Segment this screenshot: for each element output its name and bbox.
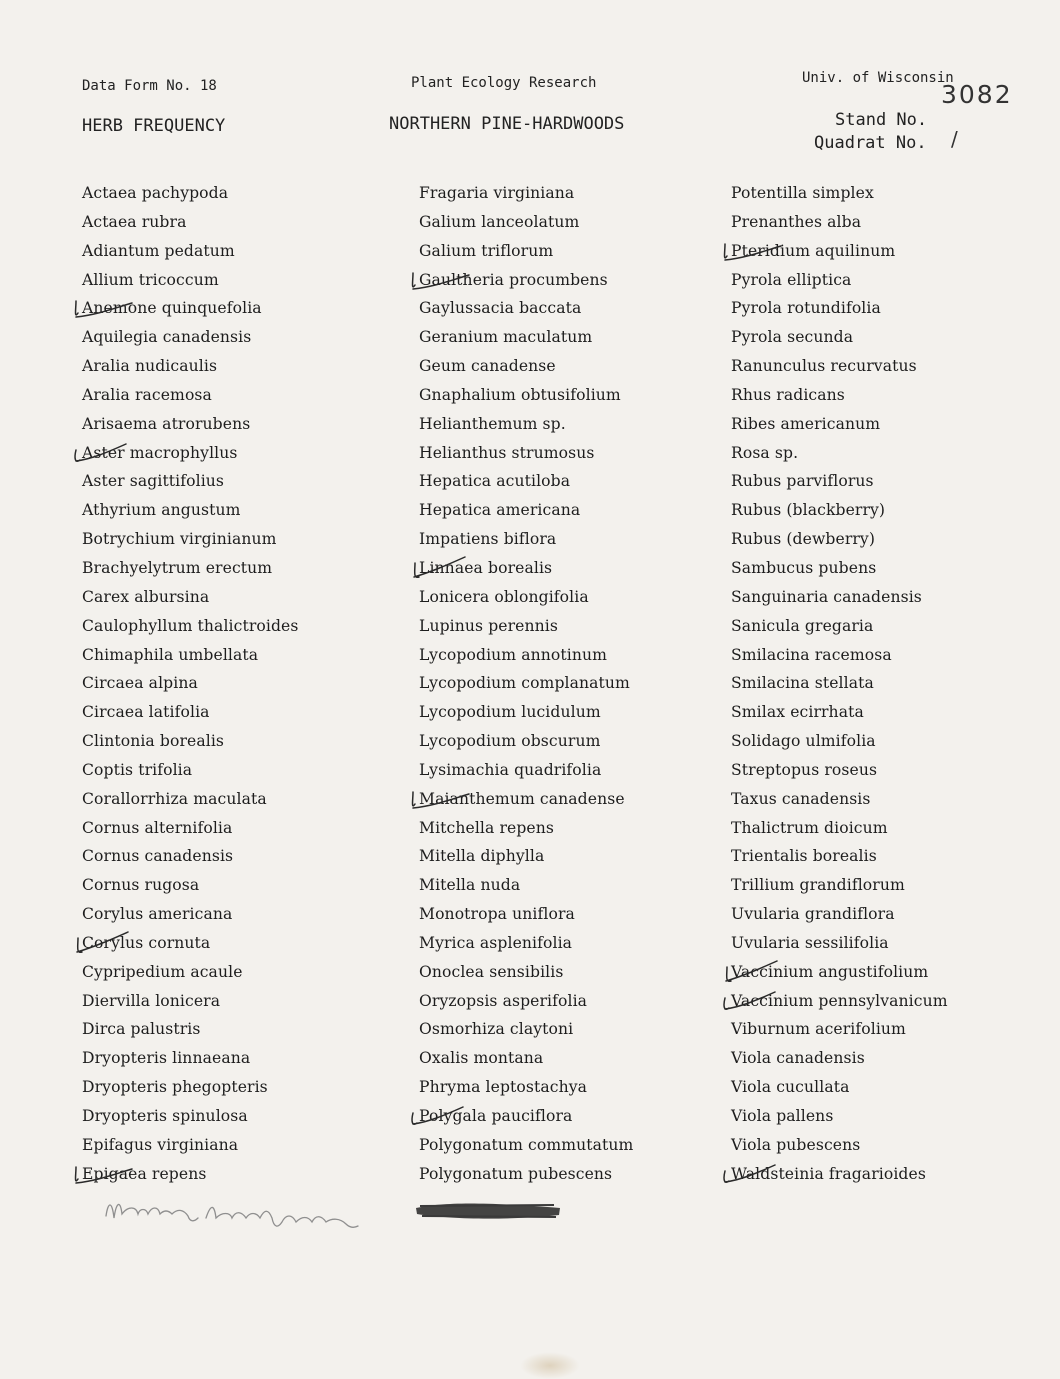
species-name: Lupinus perennis [419,616,558,635]
stand-number-handwritten: 3082 [941,80,1013,109]
species-entry [419,294,633,323]
species-entry [82,554,298,583]
species-entry [82,410,298,439]
species-name: Aster sagittifolius [82,472,225,491]
species-name: Thalictrum dioicum [731,818,888,837]
species-name: Cornus canadensis [82,847,234,866]
species-name: Rubus parviflorus [731,472,874,491]
species-entry [731,669,948,698]
species-name: Geum canadense [419,357,556,376]
species-entry [419,987,633,1016]
species-entry [419,554,633,583]
species-name: Lonicera oblongifolia [419,587,589,606]
form-number: Data Form No. 18 [82,78,217,94]
species-entry [731,294,948,323]
species-entry [419,208,633,237]
species-name: Polygala pauciflora [419,1107,573,1125]
species-name: Geranium maculatum [419,328,593,347]
species-name: Smilax ecirrhata [731,703,864,722]
quadrat-label: Quadrat No. [814,133,927,153]
species-entry [731,237,948,266]
species-entry [82,237,298,266]
species-name: Corylus cornuta [82,933,211,952]
species-entry [731,871,948,900]
species-name: Pteridium aquilinum [731,241,896,260]
species-name: Pyrola elliptica [731,270,852,289]
species-entry [419,496,633,525]
species-name: Uvularia grandiflora [731,905,895,924]
species-name: Clintonia borealis [82,732,225,751]
species-name: Gaultheria procumbens [419,270,608,289]
species-name: Mitella nuda [419,876,521,895]
species-name: Oxalis montana [419,1049,544,1068]
species-name: Arisaema atrorubens [82,414,251,433]
species-name: Impatiens biflora [419,530,557,549]
species-entry [731,1102,948,1131]
species-entry [82,352,298,381]
species-entry [731,1160,948,1189]
species-entry [82,1015,298,1044]
species-name: Helianthus strumosus [419,443,595,462]
species-entry [82,900,298,929]
species-entry [419,1044,633,1073]
species-entry [419,727,633,756]
species-entry [82,727,298,756]
species-name: Rubus (blackberry) [731,501,886,520]
species-entry [731,554,948,583]
species-entry [731,1044,948,1073]
species-name: Linnaea borealis [419,558,553,577]
species-name: Viola pallens [731,1107,834,1125]
species-name: Lycopodium annotinum [419,645,608,664]
species-entry [731,727,948,756]
species-name: Epifagus virginiana [82,1135,239,1154]
species-entry [82,1160,298,1189]
species-name: Rhus radicans [731,385,845,404]
species-name: Sanguinaria canadensis [731,587,922,606]
species-entry [731,612,948,641]
species-name: Sanicula gregaria [731,616,874,635]
species-entry [82,612,298,641]
species-entry [419,641,633,670]
species-name: Viola canadensis [731,1049,865,1068]
species-name: Vaccinium pennsylvanicum [731,991,948,1010]
species-name: Cypripedium acaule [82,962,243,981]
species-column-2 [419,179,633,1189]
species-entry [82,871,298,900]
species-name: Dryopteris linnaeana [82,1049,251,1068]
species-name: Cornus rugosa [82,876,200,895]
species-entry [731,814,948,843]
species-name: Dryopteris phegopteris [82,1078,268,1097]
species-name: Streptopus roseus [731,760,878,779]
species-entry [419,612,633,641]
species-name: Aralia nudicaulis [82,357,218,376]
species-entry [82,381,298,410]
species-name: Coptis trifolia [82,760,193,779]
species-name: Gaylussacia baccata [419,299,582,318]
species-entry [419,352,633,381]
species-name: Trillium grandiflorum [731,876,905,895]
species-entry [419,1015,633,1044]
species-entry [731,900,948,929]
species-name: Caulophyllum thalictroides [82,616,299,635]
species-name: Circaea alpina [82,674,198,693]
species-name: Phryma leptostachya [419,1078,588,1097]
species-entry [82,525,298,554]
species-name: Dirca palustris [82,1020,201,1039]
species-name: Hepatica americana [419,501,581,520]
species-name: Diervilla lonicera [82,991,221,1010]
species-name: Aralia racemosa [82,385,212,404]
species-entry [82,208,298,237]
species-name: Botrychium virginianum [82,530,277,549]
species-name: Smilacina racemosa [731,645,892,664]
species-entry [419,266,633,295]
species-entry [82,439,298,468]
community-heading: NORTHERN PINE-HARDWOODS [389,114,625,134]
species-name: Cornus alternifolia [82,818,233,837]
species-name: Anemone quinquefolia [82,299,262,318]
species-name: Hepatica acutiloba [419,472,571,491]
species-entry [82,987,298,1016]
species-entry [82,756,298,785]
species-name: Ranunculus recurvatus [731,357,917,376]
species-column-3 [731,179,948,1189]
species-name: Dryopteris spinulosa [82,1107,248,1125]
species-entry [731,439,948,468]
species-name: Mitella diphylla [419,847,545,866]
species-entry [419,1160,633,1189]
species-name: Fragaria virginiana [419,184,575,202]
species-entry [419,929,633,958]
species-name: Carex albursina [82,587,210,606]
species-entry [419,237,633,266]
species-entry [731,352,948,381]
species-entry [419,1102,633,1131]
species-entry [419,756,633,785]
quadrat-number-handwritten: / [951,127,958,151]
species-name: Solidago ulmifolia [731,732,876,751]
species-entry [731,323,948,352]
species-entry [82,294,298,323]
species-name: Viburnum acerifolium [731,1020,906,1039]
species-name: Aquilegia canadensis [82,328,252,347]
species-name: Rosa sp. [731,443,799,462]
species-name: Chimaphila umbellata [82,645,259,664]
species-entry [82,1102,298,1131]
species-entry [82,842,298,871]
species-entry [419,467,633,496]
species-entry [82,583,298,612]
species-entry [419,698,633,727]
species-name: Pyrola secunda [731,328,854,347]
species-name: Corallorrhiza maculata [82,789,267,808]
species-name: Lycopodium complanatum [419,674,630,693]
species-entry [419,900,633,929]
species-entry [731,987,948,1016]
species-name: Waldsteinia fragarioides [731,1164,926,1183]
species-name: Potentilla simplex [731,184,874,202]
species-entry [419,410,633,439]
species-name: Polygonatum commutatum [419,1135,634,1154]
species-entry [82,323,298,352]
species-name: Prenanthes alba [731,212,862,231]
species-name: Epigaea repens [82,1164,207,1183]
species-name: Adiantum pedatum [82,241,235,260]
species-name: Galium lanceolatum [419,212,580,231]
species-entry [82,641,298,670]
species-entry [82,669,298,698]
species-entry [419,323,633,352]
species-entry [731,929,948,958]
species-name: Ribes americanum [731,414,881,433]
species-entry [731,208,948,237]
species-entry [731,756,948,785]
species-name: Aster macrophyllus [82,443,238,462]
species-entry [82,814,298,843]
species-entry [731,1131,948,1160]
species-entry [419,1073,633,1102]
project-title: Plant Ecology Research [411,75,597,91]
species-name: Circaea latifolia [82,703,210,722]
species-name: Brachyelytrum erectum [82,558,273,577]
species-name: Actaea rubra [82,212,187,231]
species-entry [419,179,633,208]
species-name: Lycopodium obscurum [419,732,601,751]
species-entry [82,958,298,987]
paper-stain [520,1352,580,1379]
species-entry [419,785,633,814]
species-name: Taxus canadensis [731,789,871,808]
species-name: Allium tricoccum [82,270,219,289]
species-name: Actaea pachypoda [82,184,229,202]
species-entry [419,439,633,468]
species-name: Mitchella repens [419,818,554,837]
species-entry [731,958,948,987]
species-column-1 [82,179,298,1189]
species-entry [731,698,948,727]
species-entry [731,381,948,410]
species-entry [419,525,633,554]
species-entry [731,179,948,208]
species-name: Osmorhiza claytoni [419,1020,574,1039]
species-entry [731,525,948,554]
species-entry [731,842,948,871]
species-entry [731,1073,948,1102]
species-entry [731,785,948,814]
species-entry [82,496,298,525]
species-entry [82,467,298,496]
species-entry [731,641,948,670]
species-entry [82,698,298,727]
scribbled-out-entry [414,1196,562,1224]
species-name: Rubus (dewberry) [731,530,876,549]
species-name: Pyrola rotundifolia [731,299,881,318]
species-entry [82,1131,298,1160]
species-entry [82,929,298,958]
species-name: Sambucus pubens [731,558,877,577]
species-entry [82,1073,298,1102]
species-entry [419,669,633,698]
species-name: Gnaphalium obtusifolium [419,385,621,404]
species-entry [82,1044,298,1073]
species-name: Trientalis borealis [731,847,877,866]
species-entry [731,583,948,612]
species-name: Viola cucullata [731,1078,850,1097]
species-name: Helianthemum sp. [419,414,566,433]
species-name: Athyrium angustum [82,501,241,520]
species-name: Galium triflorum [419,241,554,260]
species-entry [419,842,633,871]
species-entry [419,871,633,900]
species-entry [419,583,633,612]
form-type-heading: HERB FREQUENCY [82,116,226,136]
species-name: Oryzopsis asperifolia [419,991,588,1010]
species-name: Polygonatum pubescens [419,1164,613,1183]
species-name: Smilacina stellata [731,674,874,693]
species-entry [82,785,298,814]
species-name: Onoclea sensibilis [419,962,564,981]
species-name: Maianthemum canadense [419,789,625,808]
stand-label: Stand No. [835,110,928,130]
species-name: Myrica asplenifolia [419,933,573,952]
species-entry [419,958,633,987]
species-name: Viola pubescens [731,1135,861,1154]
species-name: Monotropa uniflora [419,905,575,924]
species-name: Vaccinium angustifolium [731,962,929,981]
species-entry [731,467,948,496]
species-entry [731,1015,948,1044]
species-entry [82,266,298,295]
handwritten-note-scribble [102,1188,362,1248]
species-entry [419,814,633,843]
institution: Univ. of Wisconsin [802,70,954,86]
species-entry [82,179,298,208]
species-name: Lysimachia quadrifolia [419,760,602,779]
species-name: Corylus americana [82,905,233,924]
species-entry [731,266,948,295]
species-entry [419,1131,633,1160]
species-entry [731,496,948,525]
species-entry [419,381,633,410]
species-name: Lycopodium lucidulum [419,703,601,722]
species-entry [731,410,948,439]
species-name: Uvularia sessilifolia [731,933,889,952]
